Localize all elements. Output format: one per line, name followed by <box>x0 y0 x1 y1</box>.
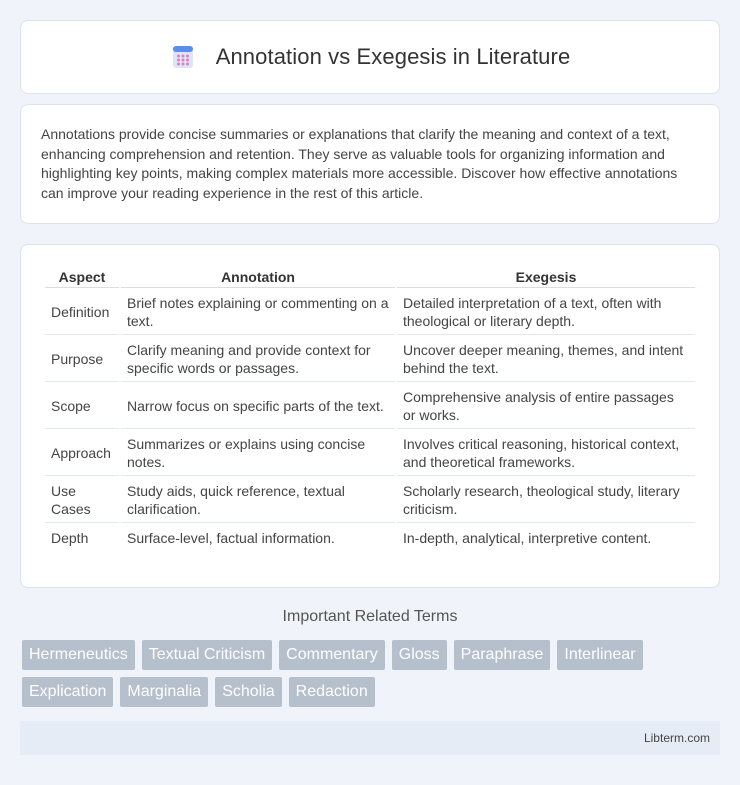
exegesis-cell: Scholarly research, theological study, literary criticism. <box>397 478 695 523</box>
header-card <box>20 20 720 94</box>
annotation-cell: Surface-level, factual information. <box>127 530 335 546</box>
related-term-tag[interactable]: Marginalia <box>120 677 208 707</box>
exegesis-cell: In-depth, analytical, interpretive content. <box>403 530 652 546</box>
comparison-table <box>43 263 697 553</box>
related-term-tag[interactable]: Paraphrase <box>454 640 551 670</box>
aspect-cell: Purpose <box>45 337 119 382</box>
related-terms-list <box>22 640 722 714</box>
related-term-tag[interactable]: Scholia <box>215 677 281 707</box>
related-term-tag[interactable]: Explication <box>22 677 113 707</box>
column-header-aspect: Aspect <box>45 265 119 288</box>
annotation-cell: Clarify meaning and provide context for specific words or passages. <box>121 337 395 382</box>
related-term-tag[interactable]: Hermeneutics <box>22 640 135 670</box>
table-row <box>45 337 695 382</box>
footer <box>20 721 720 755</box>
page-title: Annotation vs Exegesis in Literature <box>215 44 571 69</box>
exegesis-cell: Comprehensive analysis of entire passages or works. <box>397 384 695 429</box>
aspect-cell: Scope <box>45 384 119 429</box>
related-term-tag[interactable]: Interlinear <box>557 640 642 670</box>
calculator-icon <box>170 44 196 70</box>
annotation-cell: Study aids, quick reference, textual clarification. <box>121 478 395 523</box>
aspect-cell: Use Cases <box>45 478 119 523</box>
annotation-cell: Brief notes explaining or commenting on a text. <box>121 290 395 335</box>
column-header-exegesis: Exegesis <box>397 265 695 288</box>
related-term-tag[interactable]: Textual Criticism <box>142 640 272 670</box>
table-row <box>45 525 695 551</box>
table-row <box>45 478 695 523</box>
aspect-cell: Definition <box>45 290 119 335</box>
related-terms-title: Important Related Terms <box>282 608 458 625</box>
related-term-tag[interactable]: Gloss <box>392 640 447 670</box>
intro-text: Annotations provide concise summaries or explanations that clarify the meaning and context of a text, enhancing comprehension and retention. They serve as valuable tools for organizing information and highlighting key points, making complex materials more accessible. Discover how effective annotations can improve your reading experience in the rest of this article. <box>41 126 678 201</box>
exegesis-cell: Uncover deeper meaning, themes, and intent behind the text. <box>397 337 695 382</box>
related-term-tag[interactable]: Commentary <box>279 640 385 670</box>
aspect-cell: Approach <box>45 431 119 476</box>
table-row <box>45 384 695 429</box>
column-header-annotation: Annotation <box>121 265 395 288</box>
comparison-card <box>20 244 720 588</box>
annotation-cell: Summarizes or explains using concise notes. <box>121 431 395 476</box>
exegesis-cell: Involves critical reasoning, historical context, and theoretical frameworks. <box>397 431 695 476</box>
table-header-row <box>45 265 695 288</box>
table-row <box>45 290 695 335</box>
aspect-cell: Depth <box>51 530 89 546</box>
related-term-tag[interactable]: Redaction <box>289 677 375 707</box>
annotation-cell: Narrow focus on specific parts of the text. <box>121 384 395 429</box>
exegesis-cell: Detailed interpretation of a text, often with theological or literary depth. <box>397 290 695 335</box>
footer-site-link[interactable]: Libterm.com <box>643 731 710 745</box>
intro-card <box>20 104 720 224</box>
table-row <box>45 431 695 476</box>
